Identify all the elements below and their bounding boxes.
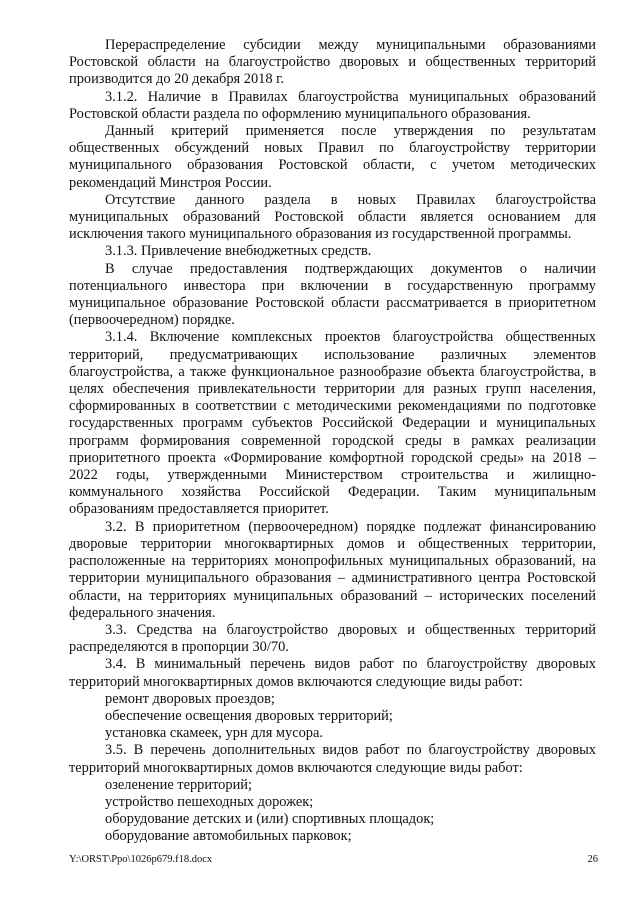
footer-file-path: Y:\ORST\Ppo\1026p679.f18.docx — [69, 854, 213, 865]
document-body — [69, 37, 596, 846]
paragraph: 3.3. Средства на благоустройство дворовых и общественных территорий распределяются в пропорции 30/70. — [69, 621, 596, 656]
page-number: 26 — [587, 854, 598, 865]
paragraph: Данный критерий применяется после утверждения по результатам общественных обсуждений новых Правил по благоустройству территории муниципального образования Ростовской области, с учетом методических рекомендаций Минстроя России. — [69, 123, 596, 191]
paragraph: В случае предоставления подтверждающих документов о наличии потенциального инвестора при включении в государственную программу муниципальное образование Ростовской области рассматривается в приоритетном (первоочередном) порядке. — [69, 260, 596, 329]
paragraph: Перераспределение субсидии между муниципальными образованиями Ростовской области на благоустройство дворовых и общественных территорий производится до 20 декабря 2018 г. — [69, 37, 596, 88]
paragraph: 3.4. В минимальный перечень видов работ по благоустройству дворовых территорий многоквартирных домов включаются следующие виды работ: — [69, 656, 596, 690]
paragraph: 3.1.2. Наличие в Правилах благоустройства муниципальных образований Ростовской области раздела по оформлению муниципального образования. — [69, 88, 596, 122]
list-item: озеленение территорий; — [105, 776, 252, 793]
paragraph: 3.1.4. Включение комплексных проектов благоустройства общественных территорий, предусматривающих использование различных элементов благоустройства, а также функциональное разнообразие объекта благоустройства, в целях обеспечения привлекательности территории для разных групп населения, сформированных в соответствии с методическими рекомендациями по подготовке государственных программ субъектов Российской Федерации и муниципальных программ формирования современной городской среды в рамках реализации приоритетного проекта «Формирование комфортной городской среды» на 2018 – 2022 годы, утвержденными Министерством строительства и жилищно-коммунального хозяйства Российской Федерации. Таким муниципальным образованиям предоставляется приоритет. — [69, 329, 596, 518]
paragraph-heading: 3.1.3. Привлечение внебюджетных средств. — [105, 243, 372, 260]
paragraph: Отсутствие данного раздела в новых Правилах благоустройства муниципальных образований Ростовской области является основанием для исключения такого муниципального образования из государственной программы. — [69, 191, 596, 243]
paragraph: 3.5. В перечень дополнительных видов работ по благоустройству дворовых территорий многоквартирных домов включаются следующие виды работ: — [69, 742, 596, 776]
list-item: ремонт дворовых проездов; — [105, 690, 275, 707]
list-item: оборудование детских и (или) спортивных площадок; — [105, 811, 435, 828]
list-item: обеспечение освещения дворовых территорий; — [105, 707, 393, 724]
list-item: оборудование автомобильных парковок; — [105, 828, 352, 845]
list-item: устройство пешеходных дорожек; — [105, 793, 314, 810]
paragraph: 3.2. В приоритетном (первоочередном) порядке подлежат финансированию дворовые территории многоквартирных домов и общественных территории, расположенные на территориях монопрофильных муниципальных образований, на территории муниципального образования – административного центра Ростовской области, на территориях муниципальных образований – исторических поселений федерального значения. — [69, 518, 596, 621]
list-item: установка скамеек, урн для мусора. — [105, 725, 323, 742]
